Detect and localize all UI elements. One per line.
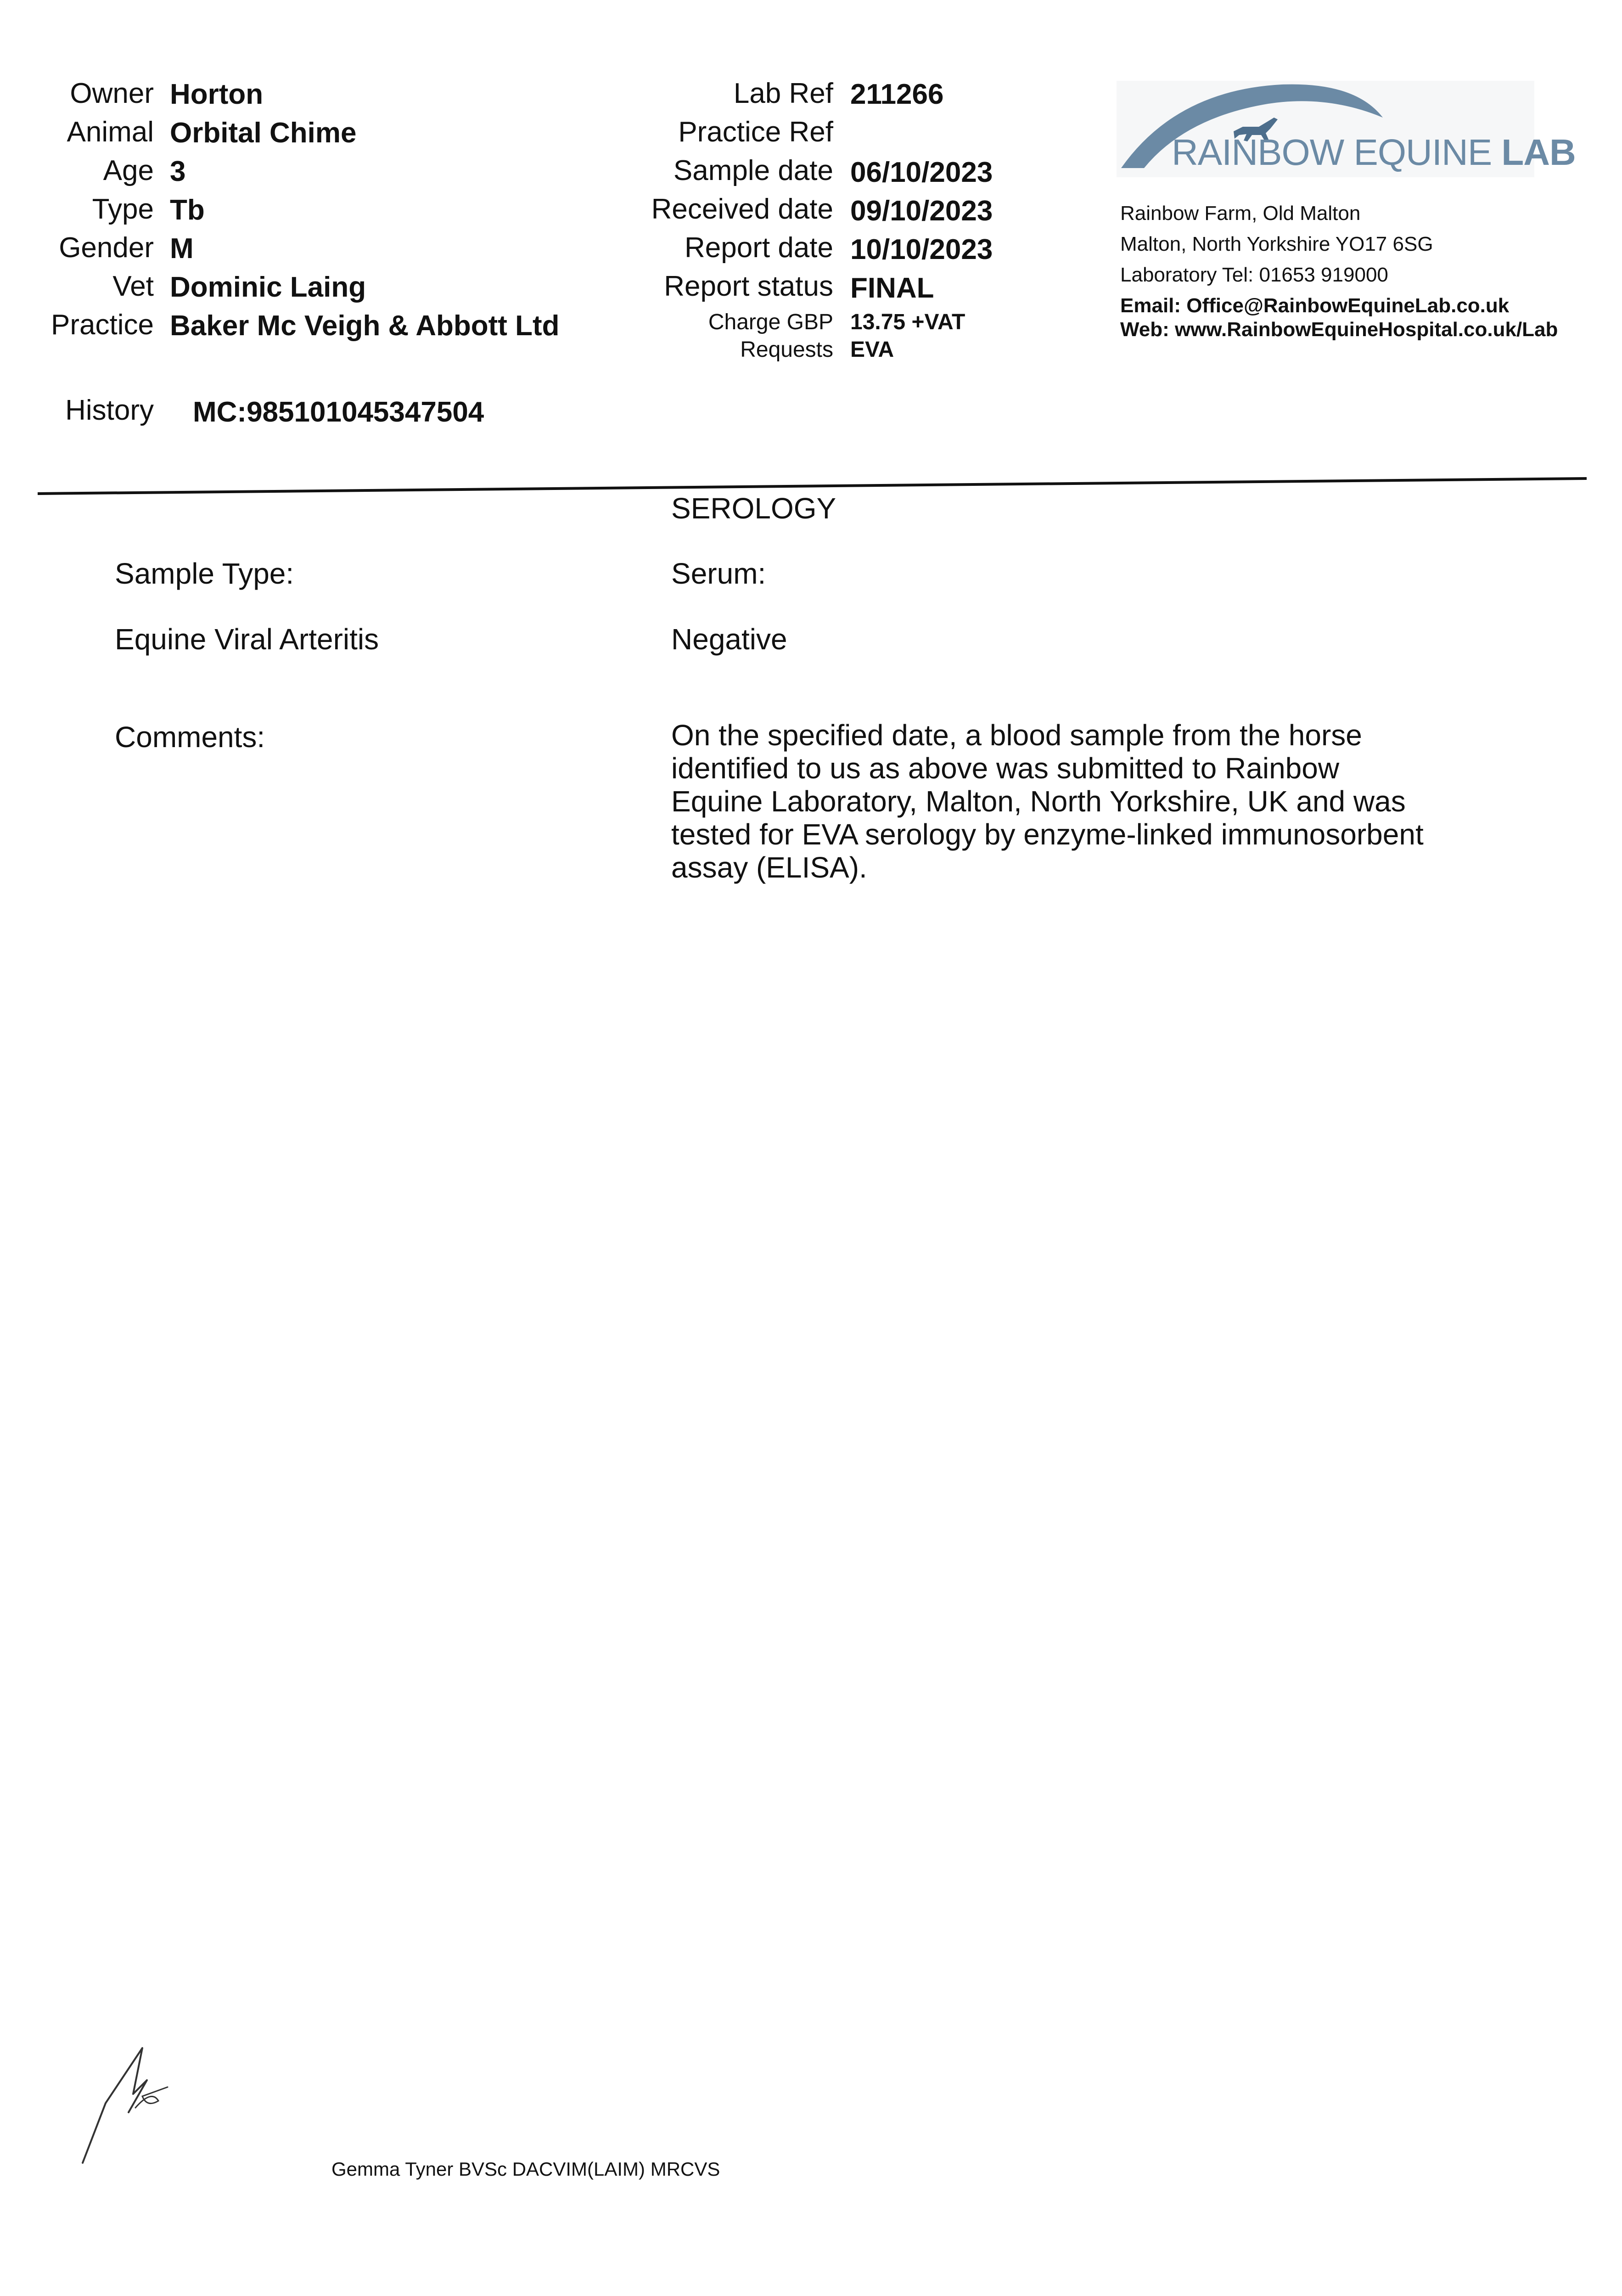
requests-value: EVA [850, 338, 894, 362]
type-value: Tb [170, 194, 205, 226]
address-email: Email: Office@RainbowEquineLab.co.uk [1120, 294, 1510, 317]
report-date-label: Report date [685, 232, 833, 264]
age-label: Age [103, 155, 154, 186]
address-line-1: Rainbow Farm, Old Malton [1120, 202, 1361, 225]
rainbow-equine-lab-logo [1117, 81, 1576, 177]
address-line-3: Laboratory Tel: 01653 919000 [1120, 264, 1388, 286]
history-value: MC:985101045347504 [193, 396, 484, 428]
history-label: History [65, 394, 154, 426]
owner-value: Horton [170, 79, 264, 110]
gender-label: Gender [59, 232, 154, 264]
sample-type-value: Serum: [671, 557, 766, 590]
practice-ref-label: Practice Ref [678, 116, 833, 148]
age-value: 3 [170, 156, 186, 187]
address-web: Web: www.RainbowEquineHospital.co.uk/Lab [1120, 318, 1558, 341]
sample-date-label: Sample date [673, 155, 833, 186]
type-label: Type [92, 193, 154, 225]
sample-type-label: Sample Type: [115, 557, 294, 590]
handwritten-signature-icon [78, 2039, 179, 2167]
practice-value: Baker Mc Veigh & Abbott Ltd [170, 310, 560, 342]
animal-value: Orbital Chime [170, 117, 357, 149]
lab-ref-value: 211266 [850, 79, 944, 110]
vet-value: Dominic Laing [170, 271, 366, 303]
test-name: Equine Viral Arteritis [115, 623, 379, 656]
charge-label: Charge GBP [708, 310, 833, 334]
practice-label: Practice [51, 309, 154, 341]
logo-name-bold: LAB [1501, 132, 1576, 173]
sample-date-value: 06/10/2023 [850, 157, 993, 188]
animal-label: Animal [67, 116, 154, 148]
report-status-label: Report status [664, 270, 833, 302]
signatory-name: Gemma Tyner BVSc DACVIM(LAIM) MRCVS [331, 2158, 720, 2180]
logo-wordmark [1172, 131, 1576, 174]
received-date-value: 09/10/2023 [850, 195, 993, 227]
gender-value: M [170, 233, 194, 264]
comments-text: On the specified date, a blood sample from the horse identified to us as above was submitted to Rainbow Equine Laboratory, Malton, North Yorkshire, UK and was tested for EVA serology by enzyme-linked immunosorbent assay (ELISA). [671, 719, 1424, 884]
test-result: Negative [671, 623, 787, 656]
received-date-label: Received date [651, 193, 833, 225]
requests-label: Requests [740, 338, 833, 362]
section-title: SEROLOGY [671, 492, 836, 525]
lab-ref-label: Lab Ref [733, 78, 833, 109]
logo-name-main: RAINBOW EQUINE [1172, 132, 1502, 173]
vet-label: Vet [112, 270, 154, 302]
report-date-value: 10/10/2023 [850, 234, 993, 265]
owner-label: Owner [70, 78, 154, 109]
address-line-2: Malton, North Yorkshire YO17 6SG [1120, 233, 1433, 255]
comments-label: Comments: [115, 720, 265, 754]
charge-value: 13.75 +VAT [850, 310, 965, 334]
report-status-value: FINAL [850, 272, 934, 304]
